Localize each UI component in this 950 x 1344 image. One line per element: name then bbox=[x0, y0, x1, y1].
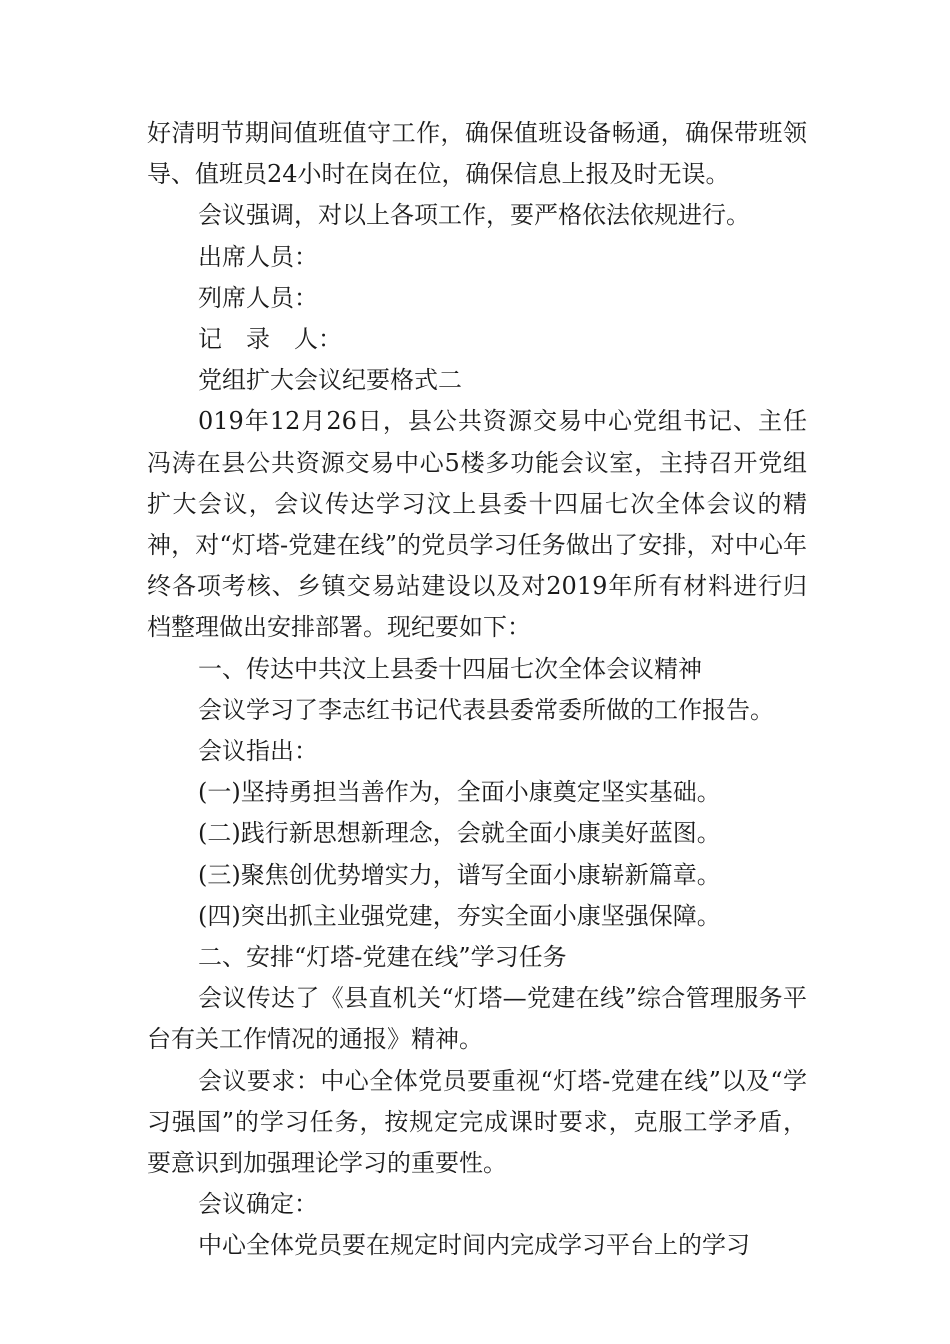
list-item-1: (一)坚持勇担当善作为，全面小康奠定坚实基础。 bbox=[198, 778, 721, 807]
paragraph-determined: 会议确定： bbox=[198, 1190, 318, 1219]
recorder-label: 记 录 人： bbox=[198, 325, 342, 354]
heading-two: 二、安排“灯塔-党建在线”学习任务 bbox=[198, 943, 567, 972]
paragraph-intro: 019年12月26日，县公共资源交易中心党组书记、主任冯涛在县公共资源交易中心5楼多功能会议室，主持召开党组扩大会议，会议传达学习汶上县委十四届七次全体会议的精神，对“灯塔-党建在线”的党员学习任务做出了安排，对中心年终各项考核、乡镇交易站建设以及对2019年所有材料进行归档整理做出安排部署。现纪要如下： bbox=[147, 407, 807, 642]
paragraph-emphasis: 会议强调，对以上各项工作，要严格依法依规进行。 bbox=[198, 201, 750, 230]
attendees-label: 出席人员： bbox=[198, 242, 318, 271]
list-item-2: (二)践行新思想新理念，会就全面小康美好蓝图。 bbox=[198, 819, 721, 848]
paragraph-continuation: 好清明节期间值班值守工作，确保值班设备畅通，确保带班领导、值班员24小时在岗在位，确保信息上报及时无误。 bbox=[147, 119, 807, 189]
paragraph-final: 中心全体党员要在规定时间内完成学习平台上的学习 bbox=[198, 1231, 750, 1260]
list-item-4: (四)突出抓主业强党建，夯实全面小康坚强保障。 bbox=[198, 901, 721, 930]
section-title: 党组扩大会议纪要格式二 bbox=[198, 366, 462, 395]
list-item-3: (三)聚焦创优势增实力，谱写全面小康崭新篇章。 bbox=[198, 860, 721, 889]
document-body bbox=[147, 113, 807, 1267]
paragraph-study: 会议学习了李志红书记代表县委常委所做的工作报告。 bbox=[198, 695, 774, 724]
paragraph-requirements: 会议要求：中心全体党员要重视“灯塔-党建在线”以及“学习强国”的学习任务，按规定完成课时要求，克服工学矛盾，要意识到加强理论学习的重要性。 bbox=[147, 1066, 807, 1178]
observers-label: 列席人员： bbox=[198, 283, 318, 312]
paragraph-notice: 会议传达了《县直机关“灯塔—党建在线”综合管理服务平台有关工作情况的通报》精神。 bbox=[147, 984, 807, 1054]
heading-one: 一、传达中共汶上县委十四届七次全体会议精神 bbox=[198, 654, 702, 683]
paragraph-noted: 会议指出： bbox=[198, 737, 318, 766]
